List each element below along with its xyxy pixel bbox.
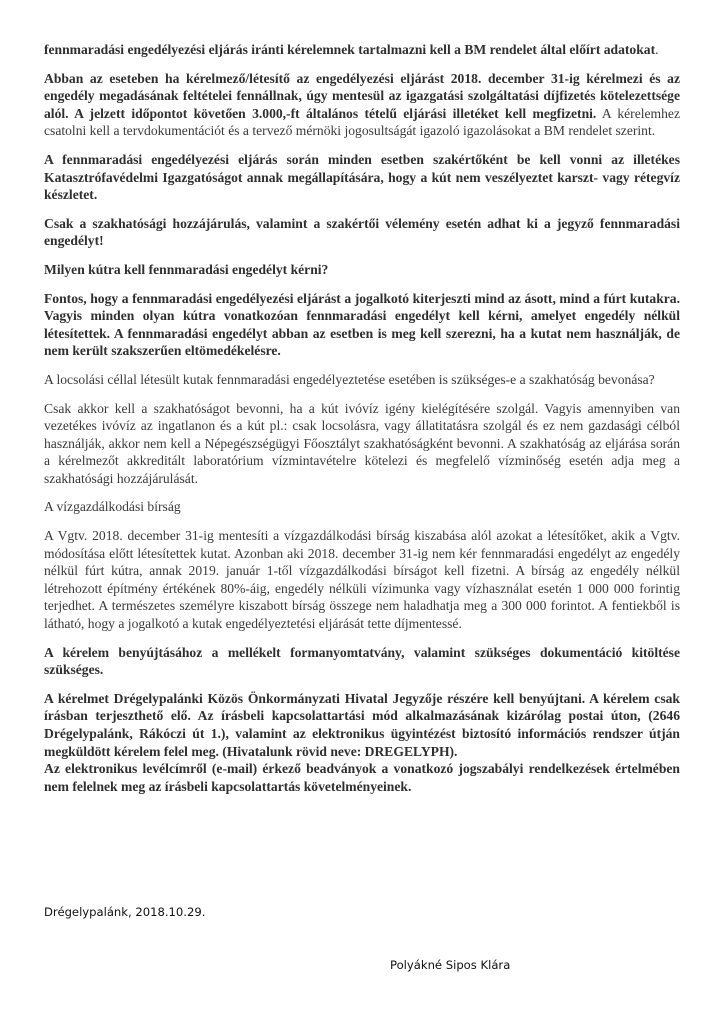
paragraph-well-types <box>44 290 680 360</box>
paragraph-water-fine <box>44 527 680 633</box>
normal-text: A kérelemhez csatolni kell a tervdokumentációt és a tervező mérnöki jogosultságát igazoló igazolásokat a BM rendelet szerint. <box>44 105 680 139</box>
bold-text: Az elektronikus levélcímről (e-mail) érkező beadványok a vonatkozó jogszabályi rendelkezések értelmében nem felelnek meg az írásbeli kapcsolattartás követelményeinek. <box>44 761 680 794</box>
bold-text: Fontos, hogy a fennmaradási engedélyezési eljárást a jogalkotó kiterjeszti mind az ásott, mind a fúrt kutakra. Vagyis minden olyan kútra vonatkozóan fennmaradási engedélyt kell kérni, amelyet engedély nélkül létesítettek. A fennmaradási engedélyt abban az esetben is meg kell szerezni, ha a kutat nem használják, de nem került szakszerűen eltömedékelésre. <box>44 290 680 359</box>
bold-text: A kérelmet Drégelypalánki Közös Önkormányzati Hivatal Jegyzője részére kell benyújtani. A kérelem csak írásban terjeszthető elő. Az írásbeli kapcsolattartási mód alkalmazásának kizárólag postai úton, (2646 Drégelypalánk, Rákóczi út 1.), valamint az elektronikus ügyintézést biztosító információs rendszer útján megküldött kérelem felel meg. (Hivatalunk rövid neve: DREGELYPH). <box>44 690 680 759</box>
normal-text: A Vgtv. 2018. december 31-ig mentesíti a vízgazdálkodási bírság kiszabása alól azokat a létesítőket, akik a Vgtv. módosítása előtt létesítettek kutat. Azonban aki 2018. december 31-ig nem kér fennmaradási engedélyt az engedély nélkül fúrt kútra, annak 2019. január 1-től vízgazdálkodási bírságot kell fizetni. A bírság az engedély nélkül létrehozott építmény értékének 80%-áig, engedély nélküli vízimunka vagy vízhasználat esetén 1 000 000 forintig terjedhet. A természetes személyre kiszabott bírság összege nem haladhatja meg a 300 000 forintot. A fentiekből is látható, hogy a jogalkotó a kutak engedélyeztetési eljárását tette díjmentessé. <box>44 528 680 632</box>
answer-irrigation-wells <box>44 400 680 488</box>
normal-text: . <box>655 42 659 57</box>
normal-text: A locsolási céllal létesült kutak fennmaradási engedélyeztetése esetében is szükséges-e a szakhatóság bevonása? <box>44 371 655 387</box>
normal-text: Csak akkor kell a szakhatóságot bevonni, ha a kút ivóvíz igény kielégítésére szolgál. Vagyis amennyiben van vezetékes ivóvíz az ingatlanon és a kút pl.: csak locsolásra, vagy állatitatásra szolgál és ez nem gazdasági célból használják, akkor nem kell a Népegészségügyi Főosztályt szakhatóságként bevonni. A szakhatóság az eljárása során a kérelmezőt akkreditált laboratórium vízmintavételre kötelezi és megfelelő vízminőség esetén adja meg a szakhatósági hozzájárulását. <box>44 400 680 486</box>
paragraph-permit-condition <box>44 215 680 250</box>
bold-text: A fennmaradási engedélyezési eljárás során minden esetben szakértőként be kell vonni az illetékes Katasztrófavédelmi Igazgatóságot annak megállapítására, hogy a kút nem veszélyeztet karszt- vagy rétegvíz készletet. <box>44 151 680 203</box>
bold-text: A kérelem benyújtásához a mellékelt formanyomtatvány, valamint szükséges dokumentáció kitöltése szükséges. <box>44 644 680 678</box>
paragraph-form-required <box>44 644 680 679</box>
section-heading-which-well <box>44 261 680 279</box>
paragraph-fee-exemption <box>44 70 680 140</box>
section-heading-water-fine <box>44 498 680 516</box>
paragraph-expert-involvement <box>44 151 680 204</box>
signatory-name: Polyákné Sipos Klára <box>390 958 511 972</box>
paragraph-email-notice <box>44 760 680 795</box>
bold-text: fennmaradási engedélyezési eljárás iránti kérelemnek tartalmazni kell a BM rendelet által előírt adatokat <box>44 42 656 57</box>
bold-text: Milyen kútra kell fennmaradási engedélyt kérni? <box>44 261 329 277</box>
paragraph-submission <box>44 690 680 760</box>
document-body <box>44 41 680 806</box>
bold-text: Csak a szakhatósági hozzájárulás, valamint a szakértői vélemény esetén adhat ki a jegyző fennmaradási engedélyt! <box>44 215 680 249</box>
question-irrigation-wells <box>44 371 680 389</box>
bold-text: Abban az eseteben ha kérelmező/létesítő az engedélyezési eljárást 2018. december 31-ig kérelmezi és az engedély megadásának feltételei fennállnak, úgy mentesül az igazgatási szolgáltatási díjfizetés kötelezettsége alól. A jelzett időpontot követően 3.000,-ft általános tételű eljárási illetéket kell megfizetni. <box>44 70 680 121</box>
place-date: Drégelypalánk, 2018.10.29. <box>44 905 206 919</box>
paragraph-required-data <box>44 41 680 59</box>
normal-text: A vízgazdálkodási bírság <box>44 499 181 515</box>
